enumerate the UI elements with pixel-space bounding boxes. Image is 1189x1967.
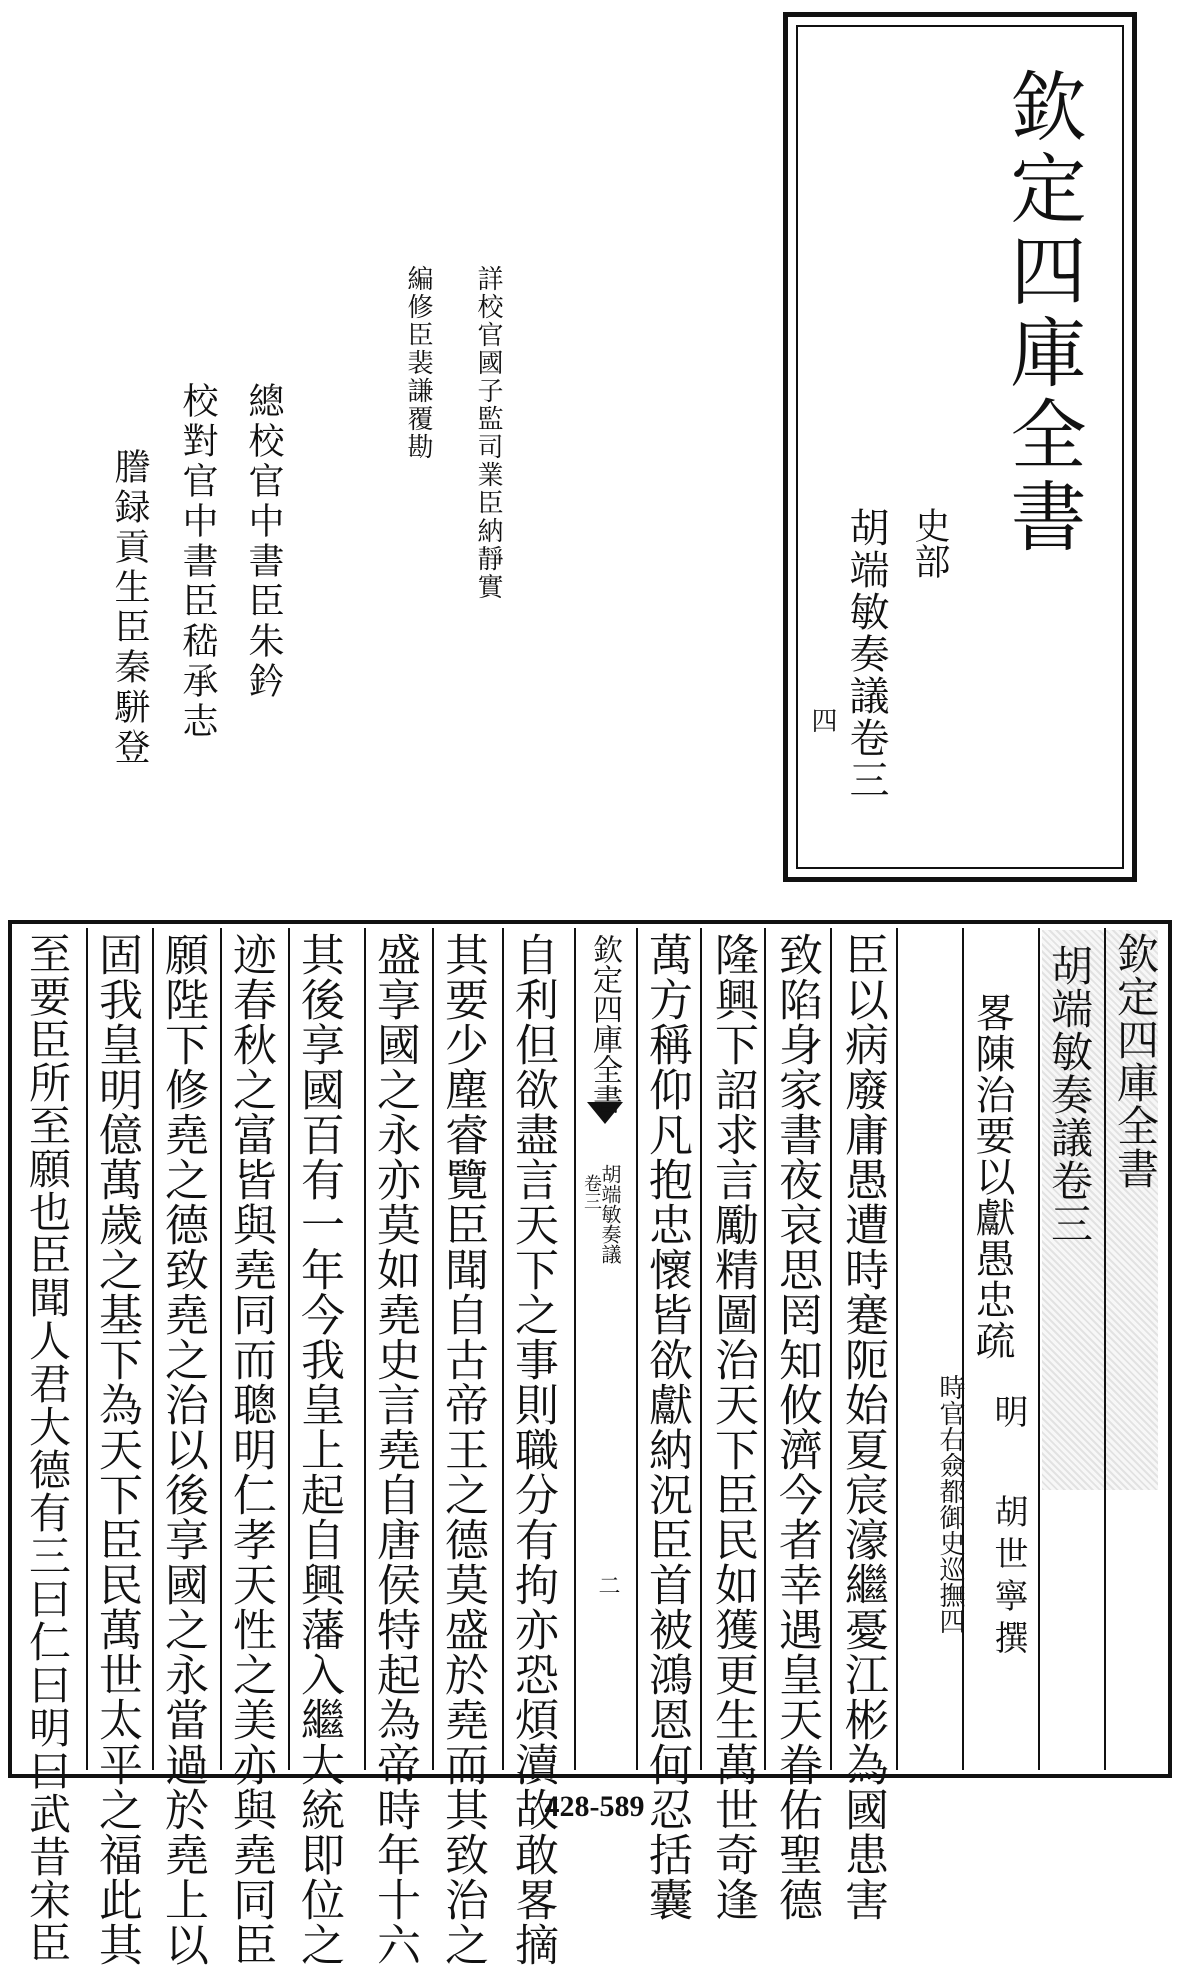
column-rule bbox=[1038, 928, 1040, 1770]
text-column: 其後享國百有一年今我皇上起自興藩入繼大統即位之 bbox=[293, 932, 344, 1967]
cover-title-slip bbox=[783, 12, 1137, 882]
column-rule bbox=[364, 928, 366, 1770]
book-title-line: 胡端敏奏議卷三 bbox=[1045, 944, 1094, 1245]
column-rule bbox=[1104, 928, 1106, 1770]
column-rule bbox=[152, 928, 154, 1770]
cover-juan-sub: 四 bbox=[807, 707, 837, 733]
text-column: 固我皇明億萬歲之基下為天下臣民萬世太平之福此其 bbox=[91, 932, 142, 1967]
column-rule bbox=[896, 928, 898, 1770]
text-column: 迹春秋之富皆與堯同而聰明仁孝天性之美亦與堯同臣 bbox=[225, 932, 276, 1967]
text-column: 願陛下修堯之德致堯之治以後享國之永當過於堯上以 bbox=[157, 932, 208, 1967]
credit-tenglu: 謄録貢生臣秦駢登 bbox=[109, 448, 150, 768]
author: 胡世寧撰 bbox=[988, 1494, 1028, 1662]
credit-zongjiao: 總校官中書臣朱鈐 bbox=[243, 382, 284, 702]
text-column: 至要臣所至願也臣聞人君大德有三曰仁曰明曰武昔宋臣 bbox=[23, 932, 72, 1964]
text-column: 臣以病廢庸愚遭時蹇阨始夏宸濠繼憂江彬為國患害 bbox=[837, 932, 888, 1922]
page-number: 428-589 bbox=[544, 1790, 645, 1823]
cover-section: 史部 bbox=[909, 507, 950, 579]
column-rule bbox=[86, 928, 88, 1770]
credit-xiangjiao: 詳校官國子監司業臣納靜實 bbox=[473, 265, 503, 601]
column-rule bbox=[220, 928, 222, 1770]
column-rule bbox=[700, 928, 702, 1770]
fold-leaf-number: 二 bbox=[595, 1574, 620, 1596]
text-column: 自利但欲盡言天下之事則職分有拘亦恐煩瀆故敢畧摘 bbox=[507, 932, 558, 1967]
cover-title: 欽定四庫全書 bbox=[998, 67, 1087, 559]
credit-bianxiu: 編修臣裴謙覆勘 bbox=[403, 265, 433, 461]
text-column: 致陷身家書夜哀思罔知攸濟今者幸遇皇天眷佑聖德 bbox=[771, 932, 822, 1922]
memorial-note: 時官右僉都御史巡撫四 bbox=[935, 1374, 965, 1634]
fold-title: 胡端敏奏議 bbox=[598, 1164, 622, 1264]
fold-header: 欽定四庫全書 bbox=[587, 934, 622, 1114]
column-rule bbox=[502, 928, 504, 1770]
cover-title-slip-inner-border bbox=[796, 25, 1124, 869]
memorial-title: 畧陳治要以獻愚忠疏 bbox=[969, 992, 1015, 1361]
text-column: 盛享國之永亦莫如堯史言堯自唐侯特起為帝時年十六 bbox=[369, 932, 420, 1967]
column-rule bbox=[432, 928, 434, 1770]
credit-jiaodui: 校對官中書臣嵇承志 bbox=[177, 382, 218, 742]
dynasty: 明 bbox=[988, 1394, 1028, 1428]
cover-book-title: 胡端敏奏議卷三 bbox=[843, 507, 889, 801]
column-rule bbox=[764, 928, 766, 1770]
column-rule bbox=[830, 928, 832, 1770]
column-rule bbox=[962, 928, 964, 1770]
text-column: 隆興下詔求言勵精圖治天下臣民如獲更生萬世奇逢 bbox=[707, 932, 758, 1922]
column-rule bbox=[288, 928, 290, 1770]
text-column: 其要少塵睿覽臣聞自古帝王之德莫盛於堯而其致治之 bbox=[437, 932, 488, 1967]
page-header: 欽定四庫全書 bbox=[1111, 932, 1160, 1190]
fold-juan: 卷三 bbox=[581, 1174, 602, 1210]
text-column: 萬方稱仰凡抱忠懷皆欲獻納況臣首被鴻恩何忍括囊 bbox=[641, 932, 692, 1922]
